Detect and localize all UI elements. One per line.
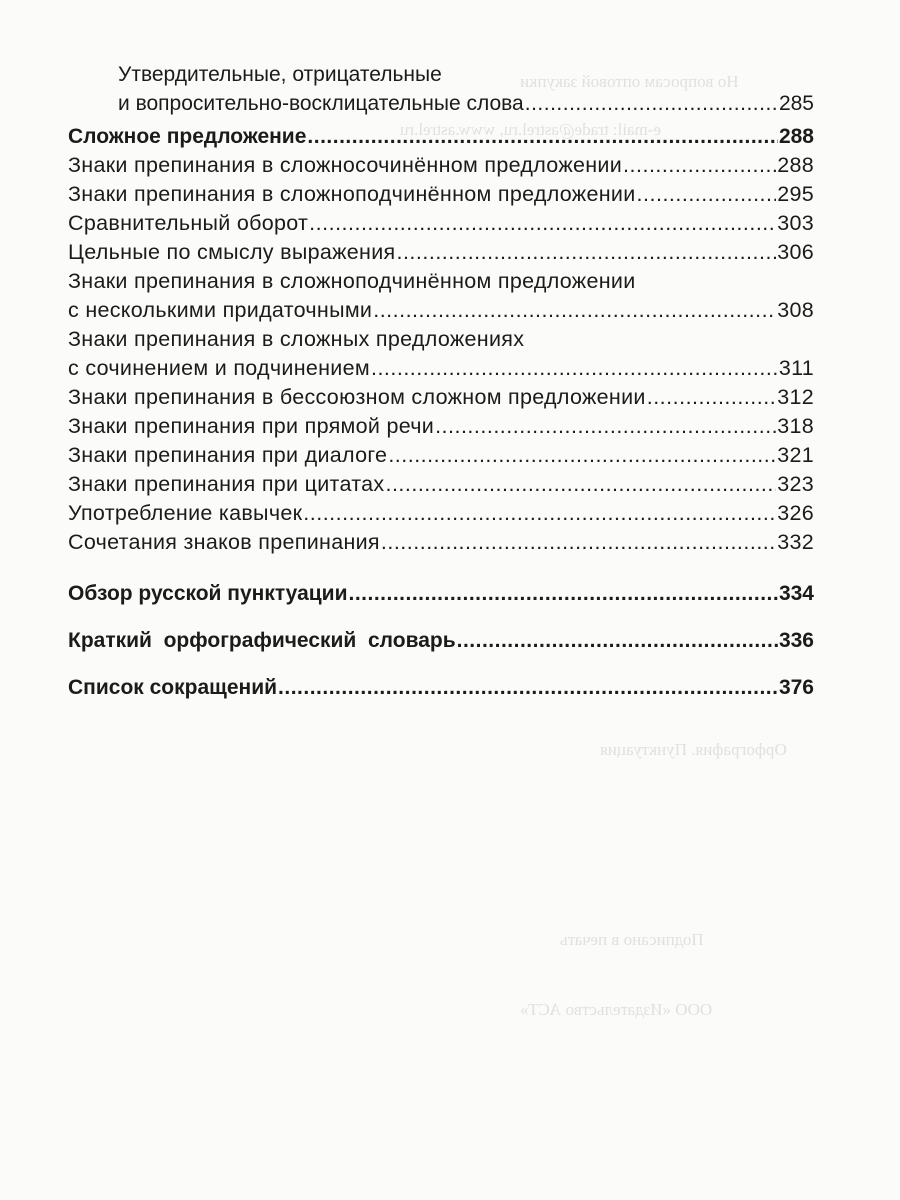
toc-entry-section[interactable] bbox=[68, 122, 814, 151]
toc-entry-title: Сложное предложение bbox=[68, 125, 307, 148]
toc-entry-page-number: 308 bbox=[777, 298, 814, 322]
toc-entry-page-number: 321 bbox=[777, 443, 814, 467]
book-page: Но вопросам оптовой закупки e-mail: trade@astrel.ru, www.astrel.ru Орфография. Пунктуация Подписано в печать ООО «Издательство АСТ» Утвердительные, отрицательные и вопросительно-восклицательные слова ..... 285 Сложное предложение ..... 288 Знаки препинания в сложносочинённом предложении ..... 288 Знаки препинания в сложноподчинённом предложении ..... 295 Сравнительный оборот ..... 303 Цельные по смыслу выражения ..... 306 Знаки препинания в сложноподчинённом предложении с несколькими придаточными ..... 308 Знаки препинания в сложных предложениях с сочинением и подчинением ..... 311 Знаки препинания в бессоюзном сложном предложении ..... 312 Знаки препинания при прямой речи ..... 318 Знаки препинания при диалоге ..... 321 Знаки препинания при цитатах ..... 323 Употребление кавычек ..... 326 Сочетания знаков препинания ..... 332 Обзор русской пунктуации ..... 334 Краткий орфографический словарь ..... 336 Список сокращений ..... 376 bbox=[0, 0, 900, 1200]
toc-entry-title: Знаки препинания при цитатах bbox=[68, 472, 385, 496]
toc-entry-title: и вопросительно-восклицательные слова bbox=[118, 92, 524, 115]
toc-entry-title: Знаки препинания при прямой речи bbox=[68, 414, 435, 438]
toc-entry[interactable] bbox=[68, 383, 814, 412]
toc-entry-last-line bbox=[68, 673, 814, 702]
toc-entry-first-line bbox=[68, 267, 814, 296]
dot-leader bbox=[457, 626, 778, 655]
dot-leader bbox=[307, 122, 778, 151]
toc-entry-page-number: 306 bbox=[777, 240, 814, 264]
dot-leader bbox=[435, 412, 776, 441]
toc-entry[interactable] bbox=[68, 325, 814, 383]
toc-entry[interactable] bbox=[68, 470, 814, 499]
toc-entry-page-number: 326 bbox=[777, 501, 814, 525]
dot-leader bbox=[381, 528, 776, 557]
toc-entry-title: с сочинением и подчинением bbox=[68, 356, 370, 380]
toc-entry-last-line bbox=[68, 296, 814, 325]
toc-entry-section[interactable] bbox=[68, 673, 814, 702]
toc-entry-last-line bbox=[68, 579, 814, 608]
table-of-contents bbox=[68, 60, 814, 702]
toc-entry-title: Знаки препинания в сложноподчинённом предложении bbox=[68, 182, 636, 206]
dot-leader bbox=[278, 673, 778, 702]
toc-entry-title: с несколькими придаточными bbox=[68, 298, 373, 322]
toc-entry-last-line bbox=[118, 89, 814, 118]
toc-entry-last-line bbox=[68, 180, 814, 209]
toc-entry-page-number: 311 bbox=[778, 356, 814, 380]
toc-entry-page-number: 318 bbox=[777, 414, 814, 438]
toc-entry-last-line bbox=[68, 412, 814, 441]
dot-leader bbox=[385, 470, 776, 499]
dot-leader bbox=[637, 180, 777, 209]
toc-entry-page-number: 295 bbox=[777, 182, 814, 206]
toc-entry-page-number: 303 bbox=[777, 211, 814, 235]
dot-leader bbox=[348, 579, 777, 608]
toc-entry[interactable] bbox=[68, 60, 814, 118]
toc-entry-last-line bbox=[68, 528, 814, 557]
toc-entry[interactable] bbox=[68, 267, 814, 325]
toc-entry-title: Цельные по смыслу выражения bbox=[68, 240, 396, 264]
dot-leader bbox=[373, 296, 776, 325]
toc-entry-last-line bbox=[68, 499, 814, 528]
dot-leader bbox=[396, 238, 776, 267]
toc-entry-page-number: 288 bbox=[778, 125, 814, 148]
toc-entry-section[interactable] bbox=[68, 626, 814, 655]
toc-entry[interactable] bbox=[68, 412, 814, 441]
dot-leader bbox=[309, 209, 776, 238]
toc-entry-title: Список сокращений bbox=[68, 676, 278, 699]
toc-entry-page-number: 332 bbox=[777, 530, 814, 554]
toc-entry-last-line bbox=[68, 238, 814, 267]
toc-entry-title: Знаки препинания в сложносочинённом предложении bbox=[68, 153, 623, 177]
toc-entry-page-number: 336 bbox=[778, 629, 814, 652]
toc-entry-title: Сочетания знаков препинания bbox=[68, 530, 380, 554]
toc-entry-section[interactable] bbox=[68, 579, 814, 608]
dot-leader bbox=[371, 354, 778, 383]
toc-entry-last-line bbox=[68, 441, 814, 470]
toc-entry[interactable] bbox=[68, 209, 814, 238]
toc-entry-title: Обзор русской пунктуации bbox=[68, 582, 348, 605]
toc-entry-title-line: Знаки препинания в сложноподчинённом предложении bbox=[68, 269, 636, 293]
toc-entry-title: Знаки препинания в бессоюзном сложном предложении bbox=[68, 385, 646, 409]
toc-entry-title: Употребление кавычек bbox=[68, 501, 303, 525]
dot-leader bbox=[303, 499, 776, 528]
toc-entry[interactable] bbox=[68, 528, 814, 557]
toc-entry-title: Знаки препинания при диалоге bbox=[68, 443, 388, 467]
toc-entry-title: Сравнительный оборот bbox=[68, 211, 309, 235]
toc-entry[interactable] bbox=[68, 499, 814, 528]
toc-entry-page-number: 288 bbox=[777, 153, 814, 177]
toc-entry-title-line: Знаки препинания в сложных предложениях bbox=[68, 327, 525, 351]
toc-entry-last-line bbox=[68, 626, 814, 655]
toc-entry-last-line bbox=[68, 470, 814, 499]
toc-entry[interactable] bbox=[68, 151, 814, 180]
toc-entry[interactable] bbox=[68, 238, 814, 267]
dot-leader bbox=[525, 89, 778, 118]
toc-entry-title-line: Утвердительные, отрицательные bbox=[118, 63, 442, 86]
toc-entry-page-number: 312 bbox=[777, 385, 814, 409]
toc-entry-last-line bbox=[68, 122, 814, 151]
toc-entry-page-number: 323 bbox=[777, 472, 814, 496]
toc-entry-first-line bbox=[118, 60, 814, 89]
dot-leader bbox=[647, 383, 776, 412]
toc-entry-last-line bbox=[68, 383, 814, 412]
toc-entry-page-number: 334 bbox=[778, 582, 814, 605]
toc-entry-page-number: 285 bbox=[778, 92, 814, 115]
dot-leader bbox=[388, 441, 776, 470]
toc-entry-page-number: 376 bbox=[778, 676, 814, 699]
toc-entry-last-line bbox=[68, 209, 814, 238]
toc-entry-last-line bbox=[68, 354, 814, 383]
toc-entry-title: Краткий орфографический словарь bbox=[68, 629, 456, 652]
toc-entry-first-line bbox=[68, 325, 814, 354]
toc-entry-last-line bbox=[68, 151, 814, 180]
dot-leader bbox=[623, 151, 776, 180]
toc-entry[interactable] bbox=[68, 180, 814, 209]
toc-entry[interactable] bbox=[68, 441, 814, 470]
